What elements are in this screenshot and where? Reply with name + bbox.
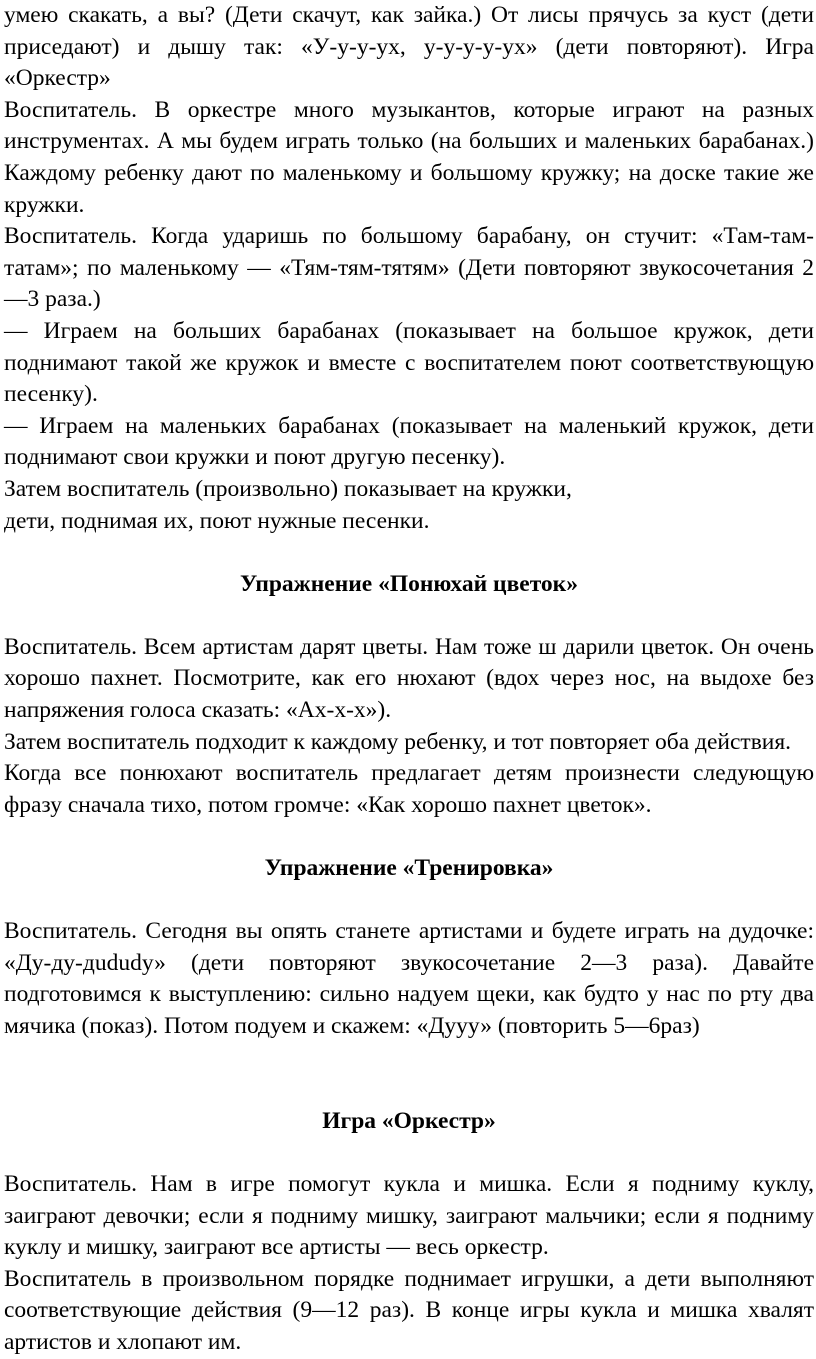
spacer (4, 1043, 814, 1106)
paragraph: Воспитатель. Нам в игре помогут кукла и мишка. Если я подниму куклу, заиграют девочки; если я подниму мишку, заиграют мальчики; если я подниму куклу и мишку, заиграют все артисты — весь оркестр. (4, 1170, 814, 1261)
spacer (4, 885, 814, 917)
section-heading: Упражнение «Тренировка» (264, 855, 554, 882)
spacer (4, 600, 814, 632)
section-heading: Упражнение «Понюхай цветок» (240, 570, 578, 597)
spacer (4, 1137, 814, 1169)
paragraph: Воспитатель. Сегодня вы опять станете артистами и будете играть на дудочке: «Ду-ду-дududу» (дети повторяют звукосочетание 2—3 раза). Давайте подготовимся к выступлению: сильно надуем щеки, как будто у нас по рту два мячика (показ). Потом подуем и скажем: «Дууу» (повторить 5—6раз) (4, 918, 814, 1039)
spacer (4, 821, 814, 853)
document-page (4, 0, 814, 1359)
paragraph: — Играем на больших барабанах (показывает на большое кружок, дети поднимают такой же кружок и вместе с воспитателем поют соответствующую песенку). (4, 317, 814, 408)
paragraph: умею скакать, а вы? (Дети скачут, как зайка.) От лисы прячусь за куст (дети приседают) и дышу так: «У-у-у-ух, у-у-у-у-ух» (дети повторяют). Игра «Оркестр» (4, 2, 814, 92)
paragraph: Воспитатель. Когда ударишь по большому барабану, он стучит: «Там-там-татам»; по маленькому — «Тям-тям-тятям» (Дети повторяют звукосочетания 2—3 раза.) (4, 223, 814, 313)
section-heading: Игра «Оркестр» (322, 1107, 496, 1134)
paragraph: Воспитатель в произвольном порядке поднимает игрушки, а дети выполняют соответствующие действия (9—12 раз). В конце игры кукла и мишка хвалят артистов и хлопают им. (4, 1265, 814, 1355)
paragraph: Затем воспитатель (произвольно) показывает на кружки, (4, 475, 572, 502)
paragraph: Когда все понюхают воспитатель предлагает детям произнести следующую фразу сначала тихо, потом громче: «Как хорошо пахнет цветок». (4, 760, 814, 818)
paragraph: — Играем на маленьких барабанах (показывает на маленький кружок, дети поднимают свои кружки и поют другую песенку). (4, 412, 814, 471)
paragraph: Затем воспитатель подходит к каждому ребенку, и тот повторяет оба действия. (4, 728, 792, 755)
spacer (4, 537, 814, 569)
paragraph: Воспитатель. Всем артистам дарят цветы. Нам тоже ш дарили цветок. Он очень хорошо пахнет. Посмотрите, как его нюхают (вдох через нос, на выдохе без напряжения голоса сказать: «Ах-х-х»). (4, 633, 814, 724)
paragraph: Воспитатель. В оркестре много музыкантов, которые играют на разных инструментах. А мы будем играть только (на больших и маленьких барабанах.) Каждому ребенку дают по маленькому и большому кружку; на доске такие же кружки. (4, 96, 814, 218)
paragraph: дети, поднимая их, поют нужные песенки. (4, 507, 430, 534)
